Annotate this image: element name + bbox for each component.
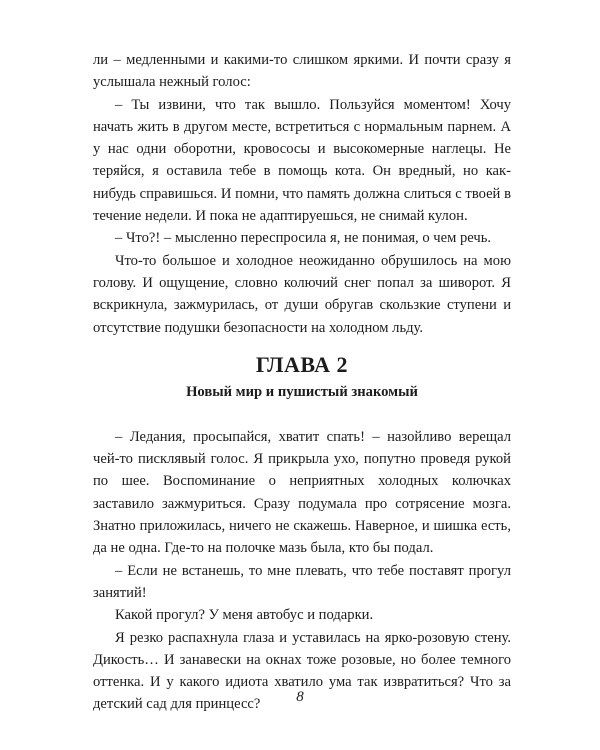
paragraph: Какой прогул? У меня автобус и подарки.: [115, 607, 374, 624]
paragraph-dialogue: – Ледания, просыпайся, хватит спать! – назойливо верещал чей-то писклявый голос. Я прикрыла ухо, попутно проведя рукой по шее. Воспоминание о неприятных холодных колючках заставило зажмуриться. Сразу подумала про сотрясение мозга. Знатно приложилась, ничего не скажешь. Наверное, и шишка есть, да не одна. Где-то на полочке мазь была, кто бы подал.: [93, 428, 511, 557]
paragraph: Я резко распахнула глаза и уставилась на ярко-розовую стену. Дикость… И занавески на окнах тоже розовые, но более темного оттенка. И у какого идиота хватило ума так извратиться? Что за детский сад для принцесс?: [93, 629, 511, 713]
paragraph-dialogue: – Что?! – мысленно переспросила я, не понимая, о чем речь.: [115, 230, 492, 247]
chapter-title: ГЛАВА 2: [255, 351, 349, 377]
page-number: 8: [296, 689, 304, 705]
paragraph-dialogue: – Если не встанешь, то мне плевать, что тебе поставят прогул занятий!: [93, 562, 511, 601]
paragraph: Что-то большое и холодное неожиданно обрушилось на мою голову. И ощущение, словно колючий снег попал за шиворот. Я вскрикнула, зажмурилась, от души обругав скользкие ступени и отсутствие подушки безопасности на холодном льду.: [93, 252, 511, 336]
paragraph-continuation: ли – медленными и какими-то слишком яркими. И почти сразу я услышала нежный голос:: [93, 52, 511, 91]
book-page: [93, 49, 511, 716]
chapter-subtitle: Новый мир и пушистый знакомый: [186, 383, 418, 400]
paragraph-dialogue: – Ты извини, что так вышло. Пользуйся моментом! Хочу начать жить в другом месте, встретиться с нормальным парнем. А у нас одни оборотни, кровососы и высокомерные наглецы. Не теряйся, я оставила тебе в помощь кота. Он вредный, но как-нибудь справишься. И помни, что память должна слиться с твоей в течение недели. И пока не адаптируешься, не снимай кулон.: [93, 96, 511, 225]
